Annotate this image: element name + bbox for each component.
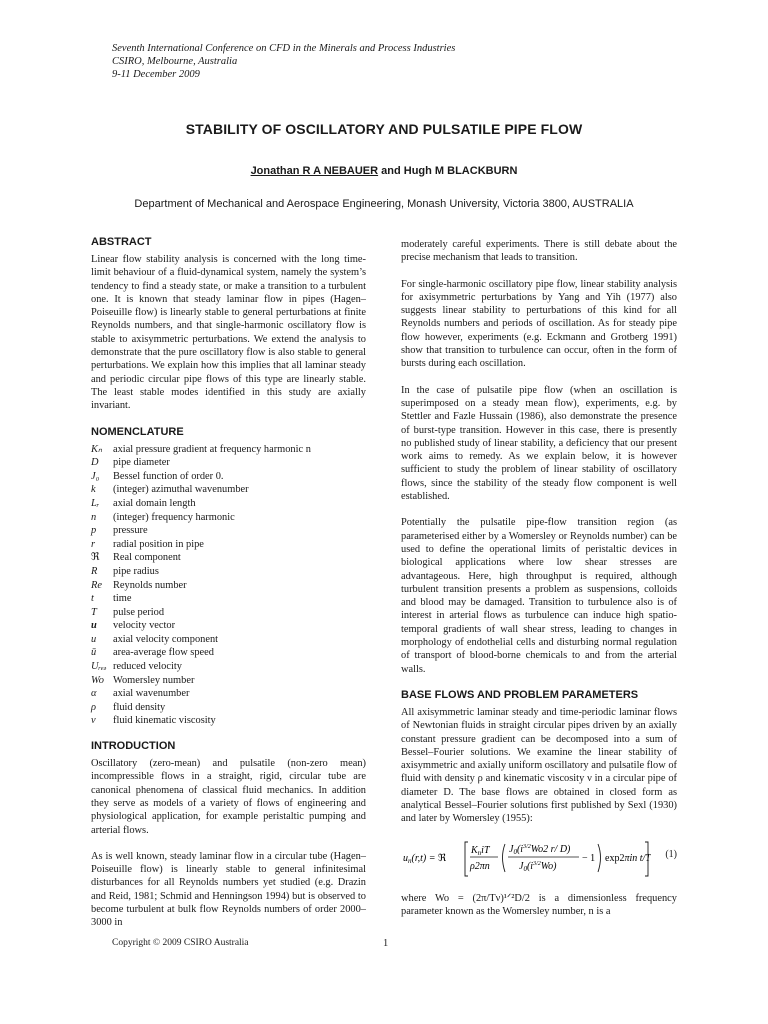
header-line-1: Seventh International Conference on CFD in the Minerals and Process Industries — [112, 43, 456, 54]
svg-text:exp2πin t/T: exp2πin t/T — [605, 852, 651, 864]
author-first[interactable]: Jonathan R A NEBAUER — [250, 165, 379, 177]
page-number: 1 — [383, 938, 389, 949]
equation-formula — [401, 830, 651, 884]
author-connector: and — [378, 165, 404, 177]
equation-number: (1) — [665, 848, 677, 860]
svg-text:KniT: $K_niT$ — [471, 844, 490, 857]
author-line — [0, 165, 768, 177]
nom-symbol: ū — [91, 647, 97, 659]
nom-symbol: J₀ — [91, 470, 100, 482]
nomenclature-item — [91, 687, 366, 701]
nomenclature-item — [91, 646, 366, 660]
nom-symbol: R — [91, 565, 98, 577]
nom-desc: time — [113, 593, 132, 605]
nom-desc: fluid kinematic viscosity — [113, 715, 216, 727]
nomenclature-item — [91, 456, 366, 470]
abstract-text: Linear flow stability analysis is concerned with the long time-limit behaviour of a fluid-dynamical system, namely the system’s tendency to find a steady state, or make a transition to a turbulent one. It is known that steady laminar flow in pipes (Hagen–Poiseuille flow) is linearly stable to general perturbations at finite Reynolds numbers, and that single-harmonic oscillatory flow is stable to axisymmetric perturbations. We extend the analysis to demonstrate that the pure oscillatory flow is also stable to general perturbations. We explain how this implies that all laminar steady and periodic circular pipe flows of this type are linearly stable. The least stable modes identified in this study are axially invariant. — [91, 254, 366, 412]
right-column — [401, 238, 677, 931]
nom-desc: (integer) azimuthal wavenumber — [113, 484, 249, 496]
copyright-footer: Copyright © 2009 CSIRO Australia — [112, 938, 249, 948]
nomenclature-item — [91, 524, 366, 538]
nomenclature-item — [91, 470, 366, 484]
nomenclature-item — [91, 606, 366, 620]
nom-desc: Womersley number — [113, 674, 195, 686]
nom-desc: axial wavenumber — [113, 688, 190, 700]
svg-text:J0(i3/2Wo): $J_0(i^{3/2}Wo)$ — [519, 860, 557, 873]
nomenclature-item — [91, 565, 366, 579]
header-line-3: 9-11 December 2009 — [112, 69, 200, 80]
left-column — [91, 236, 366, 943]
right-paragraph-6: where Wo = (2π/Tν)¹ᐟ²D/2 is a dimensionless frequency parameter known as the Womersley number, n is a — [401, 892, 677, 917]
nom-symbol: ℜ — [91, 552, 100, 564]
affiliation: Department of Mechanical and Aerospace Engineering, Monash University, Victoria 3800, AUSTRALIA — [134, 198, 634, 210]
nom-symbol: T — [91, 606, 97, 618]
nomenclature-item — [91, 714, 366, 728]
abstract-heading: ABSTRACT — [91, 236, 152, 248]
nomenclature-item — [91, 579, 366, 593]
nom-desc: Bessel function of order 0. — [113, 470, 224, 482]
nom-desc: Real component — [113, 552, 181, 564]
svg-text:J0(i3/2Wo2 r/ D): $J_0(i^{3/2}Wo2$ r/ D) — [509, 843, 571, 856]
equation-1 — [401, 830, 677, 884]
introduction-heading: INTRODUCTION — [91, 740, 176, 753]
nom-symbol: Kₙ — [91, 443, 103, 455]
intro-paragraph-1: Oscillatory (zero-mean) and pulsatile (non-zero mean) incompressible flows in a straight, rigid, circular tube are canonical phenomena of classical fluid mechanics. In addition they serve as models of a variety of flows of engineering and physiological application, for example peristaltic pumping and arterial flows. — [91, 758, 366, 836]
nomenclature-item — [91, 701, 366, 715]
nom-desc: pulse period — [113, 606, 165, 618]
nom-symbol: r — [91, 538, 96, 550]
nom-desc: axial domain length — [113, 497, 196, 509]
nom-symbol: Wo — [91, 674, 104, 686]
header-line-2: CSIRO, Melbourne, Australia — [112, 56, 238, 67]
nom-desc: axial pressure gradient at frequency harmonic n — [113, 443, 311, 455]
right-paragraph-5: All axisymmetric laminar steady and time-periodic laminar flows of Newtonian fluids in straight circular pipes driven by an axially constant pressure gradient can be decomposed into a sum of Bessel–Fourier solutions. We examine the linear stability of axisymmetric and axially uniform oscillatory and pulsatile flow of fluid with density ρ and kinematic viscosity ν in a circular pipe of diameter D. The base flows are obtained in closed form as analytical Bessel–Fourier solutions first published by Sexl (1930) and later by Womersley (1955): — [401, 706, 677, 825]
nom-symbol: ρ — [91, 701, 96, 713]
intro-paragraph-2: As is well known, steady laminar flow in a circular tube (Hagen–Poiseuille flow) is linearly stable to general infinitesimal disturbances for all Reynolds numbers yet studied (e.g. Drazin and Reid, 1981; Schmid and Henningson 1994) but is observed to become turbulent at bulk flow Reynolds numbers of order 2000–3000 in — [91, 850, 366, 929]
paper-title: STABILITY OF OSCILLATORY AND PULSATILE PIPE FLOW — [185, 121, 583, 137]
svg-text:ρ2πn: ρ2πn — [470, 860, 490, 872]
nom-symbol: t — [91, 593, 94, 605]
nom-symbol: p — [91, 525, 97, 537]
nom-symbol: Lᵣ — [91, 497, 100, 509]
nom-desc: pressure — [113, 525, 148, 537]
nomenclature-item — [91, 497, 366, 511]
nom-symbol: Re — [91, 579, 102, 591]
nomenclature-item — [91, 619, 366, 633]
nom-symbol: ν — [91, 715, 96, 727]
nomenclature-item — [91, 674, 366, 688]
base-flows-heading: BASE FLOWS AND PROBLEM PARAMETERS — [401, 688, 639, 701]
right-paragraph-2: For single-harmonic oscillatory pipe flow, linear stability analysis for axisymmetric perturbations by Yang and Yih (1977) also suggests linear stability to perturbations of this kind for all Reynolds numbers and periods of oscillation. As for steady pipe flow however, experiments (e.g. Eckmann and Grotberg 1991) show that transition to turbulence can occur, often in the form of bursts during each oscillation. — [401, 278, 677, 370]
nom-symbol: k — [91, 484, 96, 496]
nom-symbol: D — [91, 457, 99, 469]
nomenclature-item — [91, 538, 366, 552]
nomenclature-item — [91, 592, 366, 606]
right-paragraph-1: moderately careful experiments. There is still debate about the precise mechanism that leads to transition. — [401, 239, 677, 264]
nom-desc: Reynolds number — [113, 579, 187, 591]
nomenclature-item — [91, 511, 366, 525]
author-second: Hugh M BLACKBURN — [403, 165, 518, 177]
nom-symbol: Uᵣₑₔ — [91, 661, 107, 673]
nom-symbol: u — [91, 633, 97, 645]
nom-desc: (integer) frequency harmonic — [113, 511, 235, 523]
right-paragraph-4: Potentially the pulsatile pipe-flow transition region (as parameterised either by a Womersley or Reynolds number) can be used to define the operational limits of peristaltic devices in biological applications where low shear stresses are advantageous. Here, high throughput is required, although turbulent transition presents a problem as suspensions, colloids and blood may be damaged. Transition to turbulence also is of interest in arterial flows as turbulence can induce high spatio-temporal gradients of wall shear stress, leading to changes in morphology of endothelial cells and disturbing normal regulation of transport of blood-borne chemicals to and from the arterial walls. — [401, 517, 677, 675]
nom-desc: fluid density — [113, 701, 166, 713]
nomenclature-item — [91, 633, 366, 647]
nom-desc: axial velocity component — [113, 633, 219, 645]
nomenclature-heading: NOMENCLATURE — [91, 425, 184, 438]
nomenclature-item — [91, 660, 366, 674]
conference-header — [112, 42, 455, 81]
right-paragraph-3: In the case of pulsatile pipe flow (when an oscillation is superimposed on a steady mean flow), experiments, e.g. by Stettler and Fazle Hussain (1986), also demonstrate the presence of burst-type transition. However in this case, there is presently no published study of linear stability, a deficiency that our present work aims to remedy. As we explain below, it is however sufficient to study the problem of linear stability of oscillatory flows, since the stability of the steady flow component is well established. — [401, 384, 677, 503]
nom-symbol: u — [91, 620, 97, 632]
nom-desc: velocity vector — [113, 620, 176, 632]
nom-desc: pipe radius — [113, 565, 159, 577]
nom-desc: radial position in pipe — [113, 538, 204, 550]
nom-desc: reduced velocity — [113, 661, 182, 673]
nomenclature-list — [91, 443, 366, 728]
nom-symbol: α — [91, 688, 97, 700]
nomenclature-item — [91, 483, 366, 497]
svg-text:− 1: − 1 — [582, 852, 596, 864]
nom-symbol: n — [91, 511, 97, 523]
nomenclature-item — [91, 551, 366, 565]
nomenclature-item — [91, 443, 366, 457]
svg-text:un(r,t) = ℜ: $u_n(r,t)$ = ℜ — [403, 852, 447, 865]
nom-desc: pipe diameter — [113, 457, 170, 469]
nom-desc: area-average flow speed — [113, 647, 214, 659]
